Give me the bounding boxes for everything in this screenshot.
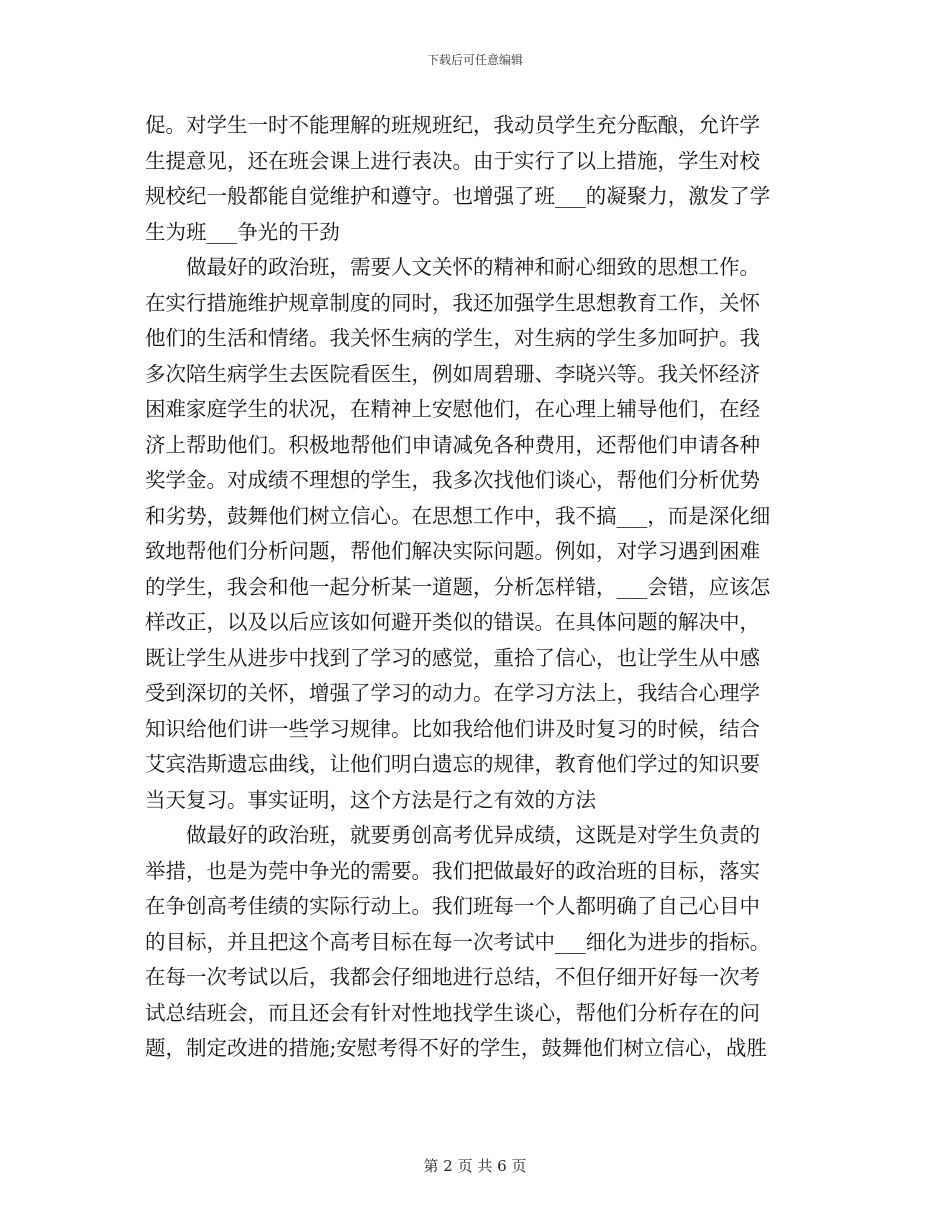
text-line: 和劣势，鼓舞他们树立信心。在思想工作中，我不搞___，而是深化细: [145, 503, 771, 528]
page-footer: 第 2 页 共 6 页: [423, 1157, 527, 1175]
text-line: 的学生，我会和他一起分析某一道题，分析怎样错，___会错，应该怎: [145, 574, 771, 599]
text-line: 致地帮他们分析问题，帮他们解决实际问题。例如，对学习遇到困难: [145, 539, 760, 563]
text-line: 做最好的政治班，需要人文关怀的精神和耐心细致的思想工作。: [145, 255, 760, 279]
text-line: 在实行措施维护规章制度的同时，我还加强学生思想教育工作，关怀: [145, 290, 760, 315]
text-line: 既让学生从进步中找到了学习的感觉，重拾了信心，也让学生从中感: [145, 645, 760, 670]
text-line: 做最好的政治班，就要勇创高考优异成绩，这既是对学生负责的: [145, 823, 760, 847]
text-line: 举措，也是为莞中争光的需要。我们把做最好的政治班的目标，落实: [145, 858, 760, 883]
text-line: 规校纪一般都能自觉维护和遵守。也增强了班___的凝聚力，激发了学: [145, 184, 771, 208]
text-line: 的目标，并且把这个高考目标在每一次考试中___细化为进步的指标。: [145, 929, 771, 954]
text-line: 当天复习。事实证明，这个方法是行之有效的方法: [145, 787, 596, 812]
text-line: 困难家庭学生的状况，在精神上安慰他们，在心理上辅导他们，在经: [145, 397, 760, 421]
text-line: 受到深切的关怀，增强了学习的动力。在学习方法上，我结合心理学: [145, 681, 760, 705]
page-header: 下载后可任意编辑: [426, 53, 523, 67]
text-line: 在每一次考试以后，我都会仔细地进行总结，不但仔细开好每一次考: [145, 965, 760, 989]
text-line: 他们的生活和情绪。我关怀生病的学生，对生病的学生多加呵护。我: [145, 326, 760, 350]
text-line: 知识给他们讲一些学习规律。比如我给他们讲及时复习的时候，结合: [145, 716, 760, 741]
text-line: 促。对学生一时不能理解的班规班纪，我动员学生充分酝酿，允许学: [145, 113, 760, 137]
text-line: 生提意见，还在班会课上进行表决。由于实行了以上措施，学生对校: [145, 148, 760, 173]
text-line: 题，制定改进的措施;安慰考得不好的学生，鼓舞他们树立信心，战胜: [145, 1036, 767, 1060]
text-line: 济上帮助他们。积极地帮他们申请减免各种费用，还帮他们申请各种: [145, 432, 760, 457]
text-line: 奖学金。对成绩不理想的学生，我多次找他们谈心，帮他们分析优势: [145, 468, 760, 492]
text-line: 生为班___争光的干劲: [145, 219, 340, 244]
body-text: [145, 108, 825, 1067]
text-line: 试总结班会，而且还会有针对性地找学生谈心，帮他们分析存在的问: [145, 1000, 760, 1025]
text-line: 艾宾浩斯遗忘曲线，让他们明白遗忘的规律，教育他们学过的知识要: [145, 752, 760, 776]
text-line: 多次陪生病学生去医院看医生，例如周碧珊、李晓兴等。我关怀经济: [145, 361, 760, 386]
text-line: 样改正，以及以后应该如何避开类似的错误。在具体问题的解决中，: [145, 610, 760, 634]
text-line: 在争创高考佳绩的实际行动上。我们班每一个人都明确了自己心目中: [145, 894, 760, 918]
